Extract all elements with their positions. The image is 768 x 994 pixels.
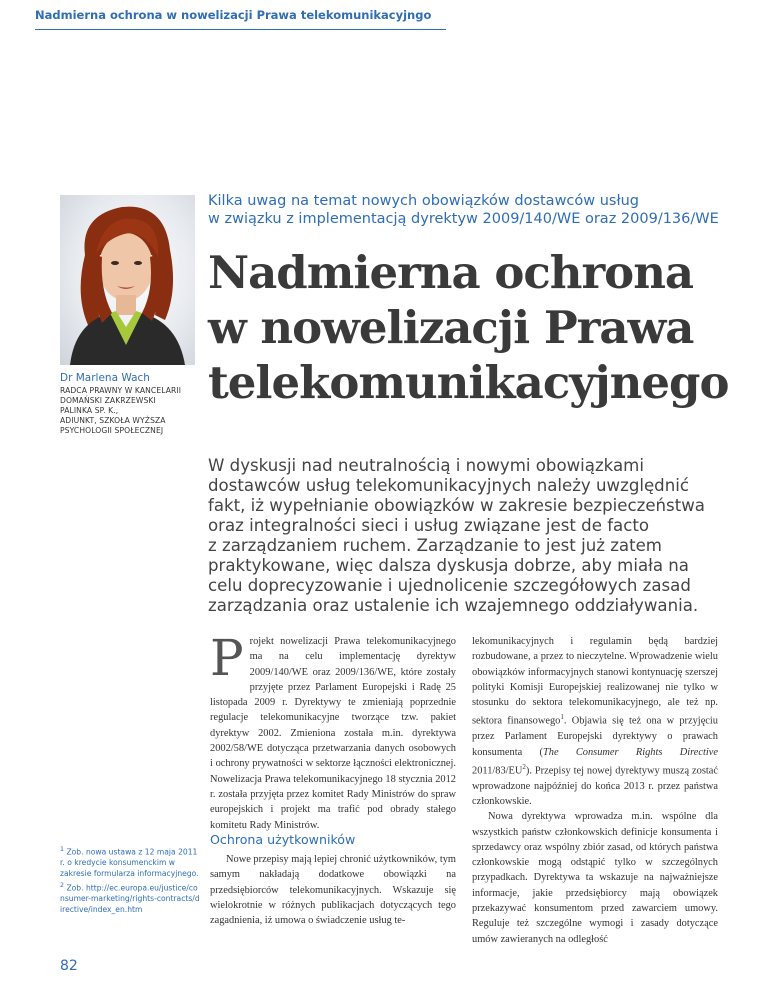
author-role — [60, 386, 210, 436]
footnote-number: 2 — [60, 882, 65, 890]
author-role-line: ADIUNKT, SZKOŁA WYŻSZA — [60, 416, 166, 425]
author-name: Dr Marlena Wach — [60, 372, 150, 384]
author-role-line: PALINKA SP. K., — [60, 406, 119, 415]
footnote-ref: 2 — [522, 762, 526, 771]
footnotes — [60, 845, 200, 917]
footnote — [60, 881, 200, 915]
lead-line: zarządzania oraz ustalenie ich wzajemnego oddziaływania. — [208, 596, 699, 615]
lead-paragraph — [208, 456, 728, 616]
body-column-1 — [210, 629, 456, 833]
lead-line: oraz integralności sieci i usług związane jest de facto — [208, 516, 649, 535]
article-title — [208, 245, 758, 410]
lead-line: praktykowane, więc dalsza dyskusja dobrze, aby miała na — [208, 556, 689, 575]
body-text: lekomunikacyjnych i regulamin będą bardziej rozbudowane, a przez to nieczytelne. Wprowadzenie wielu obowiązków informacyjnych stanowi kontynuację szerszej polityki Komisji Europejskiej realizowanej nie tylko w stosunku do sektora telekomunikacyjnego, ale też np. sektora finansowego — [472, 636, 718, 727]
title-line: telekomunikacyjnego — [208, 356, 729, 409]
article-subtitle — [208, 192, 728, 228]
running-head: Nadmierna ochrona w nowelizacji Prawa telekomunikacyjngo — [35, 8, 432, 22]
lead-line: dostawców usług telekomunikacyjnych należy uwzględnić — [208, 476, 689, 495]
title-line: Nadmierna ochrona — [208, 246, 694, 299]
body-paragraph: Nowa dyrektywa wprowadza m.in. wspólne dla wszystkich państw członkowskich definicje konsumenta i sprzedawcy oraz wspólny zbiór zasad, od których państwa członkowskie mogą odstąpić tylko w szczególnych przypadkach. Dyrektywa ta wskazuje na najważniejsze informacje, jakie przedsiębiorcy mają obowiązek przekazywać konsumentom przed zawarciem umowy. Reguluje też szczególne wymogi i zasady dotyczące umów zawieranych na odległość — [472, 811, 718, 945]
subtitle-line: w związku z implementacją dyrektyw 2009/140/WE oraz 2009/136/WE — [208, 211, 719, 227]
footnote-ref: 1 — [560, 713, 564, 722]
body-paragraph — [472, 634, 718, 809]
body-paragraph: Nowe przepisy mają lepiej chronić użytkowników, tym samym nakładają dodatkowe obowiązki na przedsiębiorców telekomunikacyjnych. Wskazuje się wielokrotnie w różnych publikacjach dotyczących tego zagadnienia, iż umowa o świadczenie usług te- — [210, 854, 456, 927]
footnote-text: Zob. http://ec.europa.eu/justice/consumer-marketing/rights-contracts/directive/index_en.htm — [60, 883, 200, 914]
page-number: 82 — [60, 958, 78, 974]
body-paragraph — [210, 629, 456, 833]
author-role-line: DOMAŃSKI ZAKRZEWSKI — [60, 396, 156, 405]
body-column-1-section — [210, 852, 456, 928]
body-text: . Objawia się też ona w przyjęciu przez Parlament Europejski dyrektywy o prawach konsumenta ( — [472, 715, 718, 758]
author-photo — [60, 195, 195, 365]
drop-cap: P — [210, 629, 244, 687]
body-text: ). Przepisy tej nowej dyrektywy muszą zostać wprowadzone najpóźniej do końca 2013 r. przez państwa członkowskie. — [472, 765, 718, 807]
title-line: w nowelizacji Prawa — [208, 301, 694, 354]
footnote — [60, 845, 200, 879]
footnote-text: Zob. nowa ustawa z 12 maja 2011 r. o kredycie konsumenckim w zakresie formularza informacyjnego. — [60, 847, 199, 878]
section-heading: Ochrona użytkowników — [210, 832, 356, 847]
lead-line: z zarządzaniem ruchem. Zarządzanie to jest już zatem — [208, 536, 662, 555]
body-text: 2011/83/EU — [472, 765, 523, 777]
author-role-line: RADCA PRAWNY W KANCELARII — [60, 386, 182, 395]
body-column-2 — [472, 634, 718, 947]
body-text-italic: The Consumer Rights Directive — [542, 746, 718, 758]
lead-line: celu doprecyzowanie i ujednolicenie szczegółowych zasad — [208, 576, 691, 595]
footnote-number: 1 — [60, 846, 65, 853]
author-role-line: PSYCHOLOGII SPOŁECZNEJ — [60, 426, 164, 435]
subtitle-line: Kilka uwag na temat nowych obowiązków dostawców usług — [208, 193, 639, 209]
body-text: rojekt nowelizacji Prawa telekomunikacyjnego ma na celu implementację dyrektyw 2009/140/WE oraz 2009/136/WE, które zostały przyjęte przez Parlament Europejski i Radę 25 listopada 2009 r. Dyrektywy te zmieniają poprzednie regulacje telekomunikacyjne tworzące tzw. pakiet dyrektyw 2002. Zmieniona została m.in. dyrektywa 2002/58/WE dotycząca przetwarzania danych osobowych i ochrony prywatności w sektorze łączności elektronicznej. Nowelizacja Prawa telekomunikacyjnego 18 stycznia 2012 r. została przyjęta przez komitet Rady Ministrów do spraw europejskich i projekt ma trafić pod obrady stałego komitetu Rady Ministrów. — [210, 636, 456, 831]
lead-line: fakt, iż wypełnianie obowiązków w zakresie bezpieczeństwa — [208, 496, 705, 515]
header-rule — [35, 29, 446, 30]
lead-line: W dyskusji nad neutralnością i nowymi obowiązkami — [208, 456, 644, 475]
